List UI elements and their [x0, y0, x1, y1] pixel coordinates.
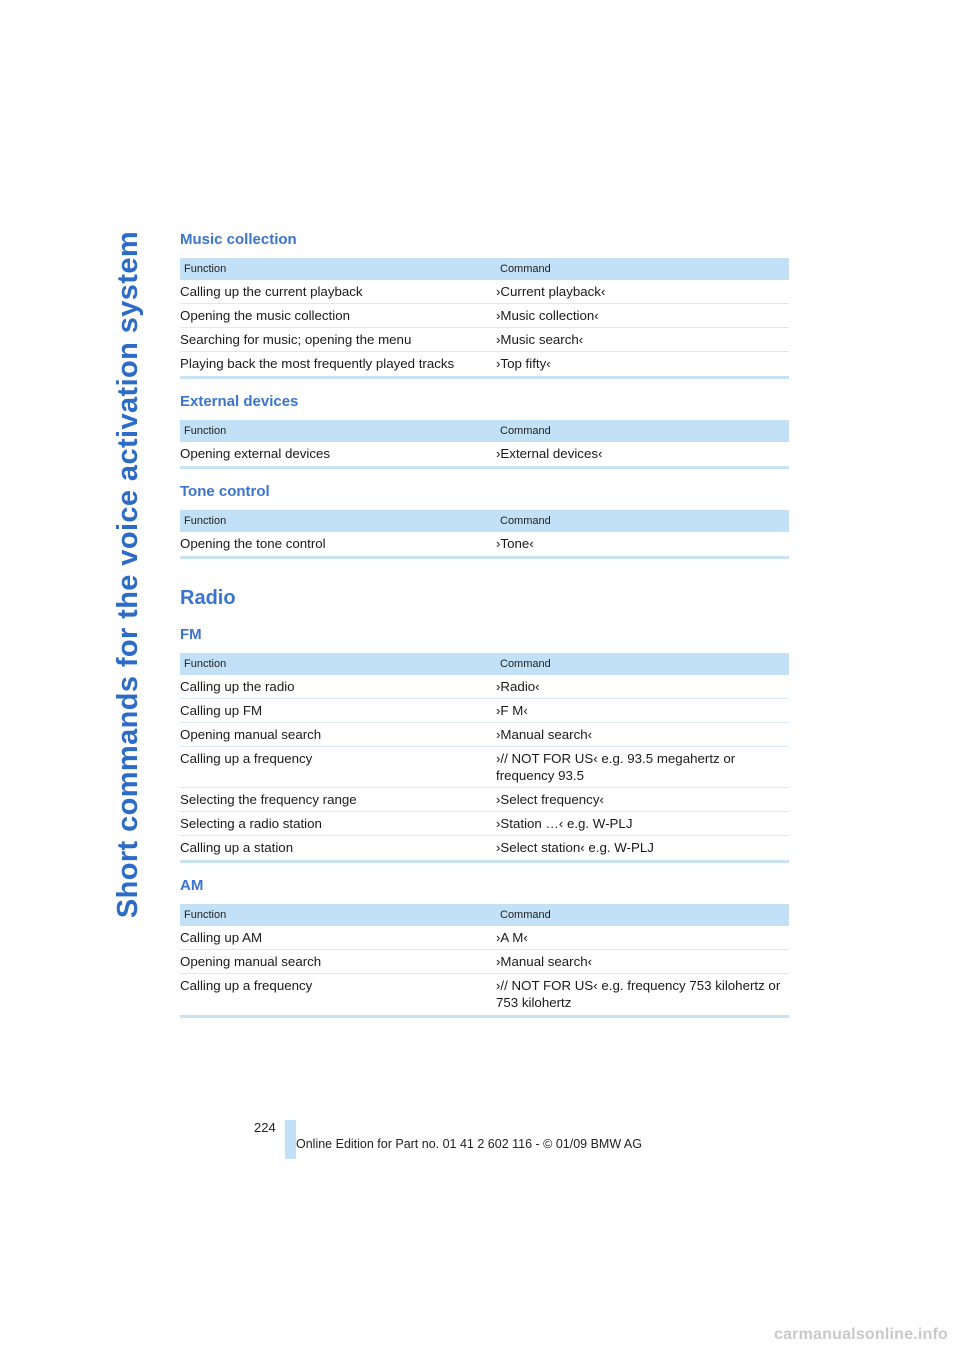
table-row	[180, 328, 789, 352]
function-cell: Calling up FM	[180, 699, 496, 723]
header-function: Function	[180, 420, 496, 442]
function-cell: Calling up the current playback	[180, 280, 496, 304]
page-number: 224	[254, 1120, 276, 1135]
command-cell: ›Select frequency‹	[496, 788, 789, 812]
command-cell: ›Music search‹	[496, 328, 789, 352]
table-header-row	[180, 904, 789, 926]
command-cell: ›Manual search‹	[496, 723, 789, 747]
function-cell: Searching for music; opening the menu	[180, 328, 496, 352]
table-row	[180, 788, 789, 812]
section-title-fm: FM	[180, 626, 202, 643]
section-title-tone-control: Tone control	[180, 483, 270, 500]
table-row	[180, 812, 789, 836]
function-cell: Calling up a frequency	[180, 974, 496, 1017]
side-chapter-title	[105, 230, 153, 918]
music-collection-table	[180, 258, 789, 379]
command-cell: ›// NOT FOR US‹ e.g. frequency 753 kilohertz or 753 kilohertz	[496, 974, 789, 1017]
table-row	[180, 723, 789, 747]
header-command: Command	[496, 510, 789, 532]
table-row	[180, 699, 789, 723]
table-row	[180, 675, 789, 699]
command-cell: ›Station …‹ e.g. W-PLJ	[496, 812, 789, 836]
function-cell: Calling up AM	[180, 926, 496, 950]
command-cell: ›External devices‹	[496, 442, 789, 468]
table-header-row	[180, 510, 789, 532]
header-command: Command	[496, 653, 789, 675]
table-header-row	[180, 420, 789, 442]
command-cell: ›Tone‹	[496, 532, 789, 558]
command-cell: ›A M‹	[496, 926, 789, 950]
command-cell: ›Radio‹	[496, 675, 789, 699]
section-title-external-devices: External devices	[180, 393, 299, 410]
command-cell: ›F M‹	[496, 699, 789, 723]
tone-control-table	[180, 510, 789, 559]
table-row	[180, 280, 789, 304]
command-cell: ›Current playback‹	[496, 280, 789, 304]
page-content	[180, 228, 789, 1018]
footer-accent-bar	[285, 1120, 296, 1159]
fm-table	[180, 653, 789, 863]
function-cell: Selecting a radio station	[180, 812, 496, 836]
table-row	[180, 747, 789, 788]
am-table	[180, 904, 789, 1018]
header-function: Function	[180, 653, 496, 675]
function-cell: Opening external devices	[180, 442, 496, 468]
command-cell: ›Top fifty‹	[496, 352, 789, 378]
watermark: carmanualsonline.info	[773, 1326, 948, 1343]
command-cell: ›Music collection‹	[496, 304, 789, 328]
function-cell: Opening the music collection	[180, 304, 496, 328]
function-cell: Playing back the most frequently played tracks	[180, 352, 496, 378]
function-cell: Opening manual search	[180, 950, 496, 974]
header-command: Command	[496, 420, 789, 442]
header-function: Function	[180, 258, 496, 280]
external-devices-table	[180, 420, 789, 469]
function-cell: Opening the tone control	[180, 532, 496, 558]
function-cell: Opening manual search	[180, 723, 496, 747]
table-row	[180, 304, 789, 328]
command-cell: ›Manual search‹	[496, 950, 789, 974]
side-chapter-title-text: Short commands for the voice activation system	[112, 230, 145, 918]
header-command: Command	[496, 904, 789, 926]
table-row	[180, 950, 789, 974]
table-row	[180, 926, 789, 950]
header-function: Function	[180, 904, 496, 926]
command-cell: ›// NOT FOR US‹ e.g. 93.5 megahertz or frequency 93.5	[496, 747, 789, 788]
footer-edition-note: Online Edition for Part no. 01 41 2 602 116 - © 01/09 BMW AG	[296, 1137, 642, 1151]
function-cell: Calling up a station	[180, 836, 496, 862]
table-header-row	[180, 258, 789, 280]
table-row	[180, 974, 789, 1017]
function-cell: Selecting the frequency range	[180, 788, 496, 812]
table-row	[180, 442, 789, 468]
table-header-row	[180, 653, 789, 675]
function-cell: Calling up a frequency	[180, 747, 496, 788]
command-cell: ›Select station‹ e.g. W-PLJ	[496, 836, 789, 862]
section-title-am: AM	[180, 877, 204, 894]
table-row	[180, 836, 789, 862]
header-function: Function	[180, 510, 496, 532]
section-title-radio: Radio	[180, 587, 236, 609]
table-row	[180, 352, 789, 378]
section-title-music-collection: Music collection	[180, 231, 297, 248]
header-command: Command	[496, 258, 789, 280]
table-row	[180, 532, 789, 558]
function-cell: Calling up the radio	[180, 675, 496, 699]
